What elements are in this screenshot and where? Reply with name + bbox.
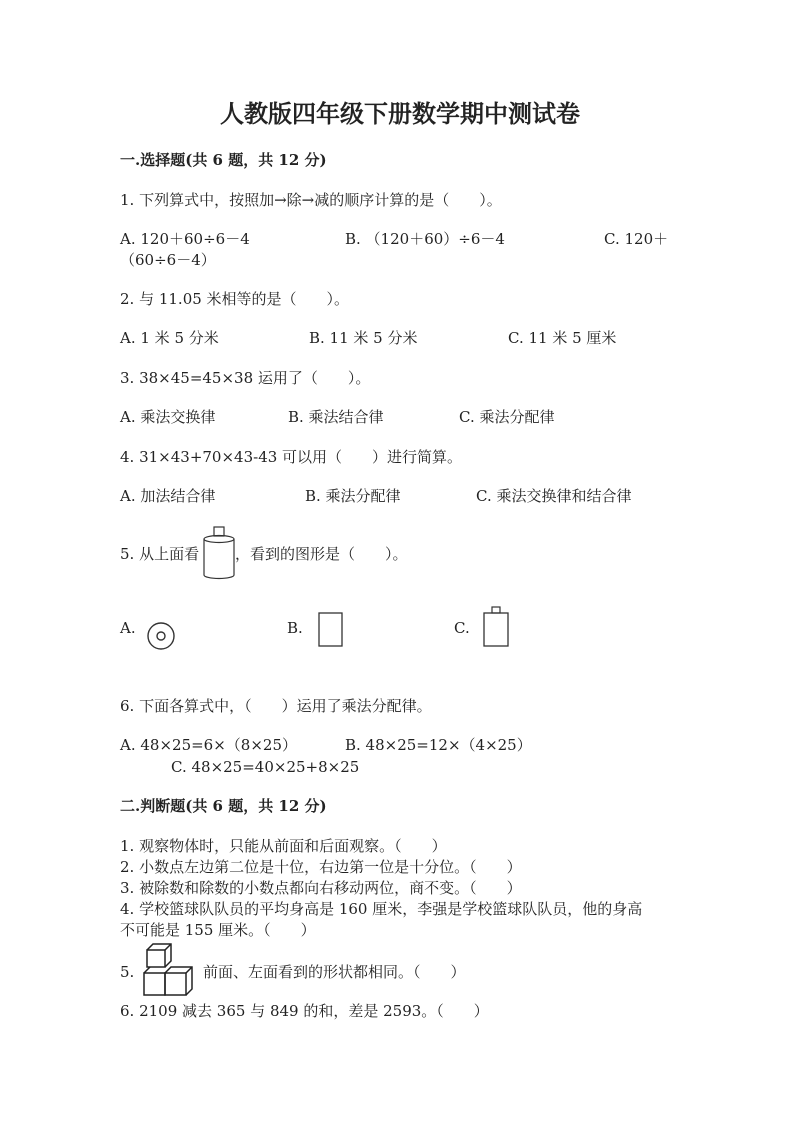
q6-stem: 6. 下面各算式中，（ ）运用了乘法分配律。 (120, 697, 432, 715)
q6-option-c: C. 48×25=40×25+8×25 (171, 758, 360, 776)
q2-option-c: C. 11 米 5 厘米 (508, 329, 617, 347)
q5-option-a: A. (120, 619, 136, 637)
rectangle-with-tab-icon (483, 606, 511, 648)
q3-stem: 3. 38×45=45×38 运用了（ ）。 (120, 369, 371, 387)
concentric-circles-icon (146, 621, 176, 651)
section1-heading: 一.选择题(共 6 题，共 12 分) (120, 151, 327, 169)
judge-5-post: 前面、左面看到的形状都相同。（ ） (203, 963, 466, 981)
q3-option-a: A. 乘法交换律 (120, 408, 216, 426)
q3-option-c: C. 乘法分配律 (459, 408, 555, 426)
q1-option-c: C. 120＋ (604, 230, 669, 248)
q2-option-a: A. 1 米 5 分米 (120, 329, 219, 347)
page-title: 人教版四年级下册数学期中测试卷 (220, 99, 580, 128)
judge-2: 2. 小数点左边第二位是十位，右边第一位是十分位。（ ） (120, 858, 522, 876)
q6-option-b: B. 48×25=12×（4×25） (345, 736, 532, 754)
q2-stem: 2. 与 11.05 米相等的是（ ）。 (120, 290, 350, 308)
q5-stem-pre: 5. 从上面看 (120, 545, 200, 563)
judge-3: 3. 被除数和除数的小数点都向右移动两位，商不变。（ ） (120, 879, 522, 897)
q1-option-c-cont: （60÷6－4） (120, 251, 216, 269)
q5-stem-post: ，看到的图形是（ ）。 (235, 545, 408, 563)
q5-option-c: C. (454, 619, 470, 637)
q6-option-a: A. 48×25=6×（8×25） (120, 736, 297, 754)
q1-option-a: A. 120＋60÷6－4 (120, 230, 250, 248)
judge-1: 1. 观察物体时，只能从前面和后面观察。（ ） (120, 837, 447, 855)
judge-4-line1: 4. 学校篮球队队员的平均身高是 160 厘米，李强是学校篮球队队员，他的身高 (120, 900, 643, 918)
q2-option-b: B. 11 米 5 分米 (309, 329, 418, 347)
q1-option-b: B. （120＋60）÷6－4 (345, 230, 505, 248)
cylinder-icon (200, 526, 240, 582)
judge-5-pre: 5. (120, 963, 135, 981)
q4-option-b: B. 乘法分配律 (305, 487, 401, 505)
stacked-cubes-icon (140, 942, 202, 998)
q4-option-a: A. 加法结合律 (120, 487, 216, 505)
q5-option-b: B. (287, 619, 303, 637)
q1-stem: 1. 下列算式中，按照加→除→减的顺序计算的是（ ）。 (120, 191, 502, 209)
rectangle-icon (318, 612, 344, 648)
section2-heading: 二.判断题(共 6 题，共 12 分) (120, 797, 327, 815)
q4-stem: 4. 31×43+70×43-43 可以用（ ）进行简算。 (120, 448, 463, 466)
q4-option-c: C. 乘法交换律和结合律 (476, 487, 632, 505)
judge-6: 6. 2109 减去 365 与 849 的和，差是 2593。（ ） (120, 1002, 489, 1020)
q3-option-b: B. 乘法结合律 (288, 408, 384, 426)
judge-4-line2: 不可能是 155 厘米。（ ） (120, 921, 316, 939)
